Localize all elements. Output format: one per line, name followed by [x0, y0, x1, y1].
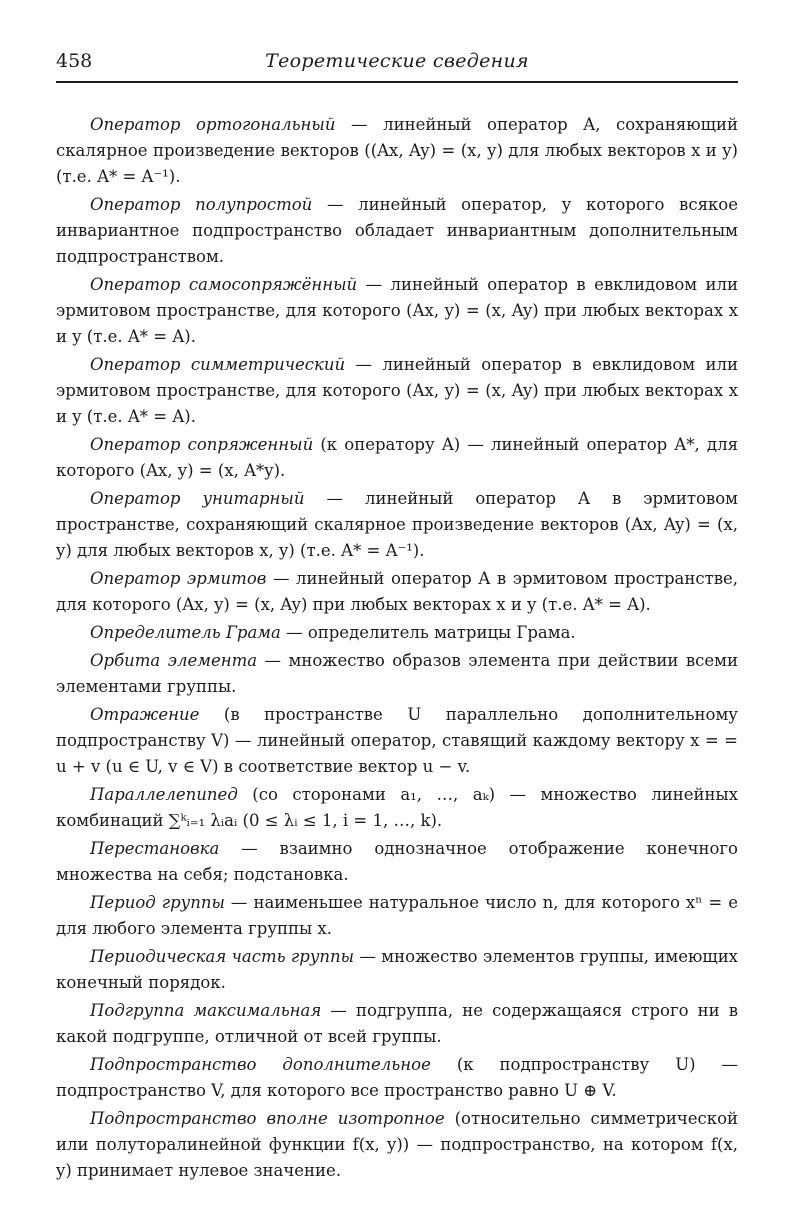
definition-paragraph [56, 1106, 738, 1184]
definition-body: — линейный оператор в евклидовом или эрмитовом пространстве, для которого (Ax, y) = (x, Ay) при любых векторах x и y (т.е. A* = A). [56, 355, 738, 426]
definition-body: — множество образов элемента при действии всеми элементами группы. [56, 651, 739, 696]
definition-paragraph [56, 890, 738, 942]
definition-body: (со сторонами a₁, …, aₖ) — множество линейных комбинаций ∑ᵏᵢ₌₁ λᵢaᵢ (0 ≤ λᵢ ≤ 1, i = 1, …, k). [56, 785, 738, 830]
definition-paragraph [56, 192, 738, 270]
definition-term: Перестановка [90, 839, 220, 858]
definition-term: Орбита элемента [90, 651, 258, 670]
definition-body: — линейный оператор A, сохраняющий скалярное произведение векторов ((Ax, Ay) = (x, y) для любых векторов x и y) (т.е. A* = A⁻¹). [56, 115, 738, 186]
definition-paragraph [56, 620, 738, 646]
definition-body: — множество элементов группы, имеющих конечный порядок. [56, 947, 738, 992]
definition-paragraph [56, 944, 738, 996]
definition-paragraph [56, 566, 738, 618]
definition-paragraph [56, 1052, 738, 1104]
definition-term: Оператор симметрический [90, 355, 346, 374]
definition-body: (в пространстве U параллельно дополнительному подпространству V) — линейный оператор, ставящий каждому вектору x = = u + v (u ∈ U, v ∈ V) в соответствие вектор u − v. [56, 705, 738, 776]
definition-term: Параллелепипед [90, 785, 238, 804]
definition-term: Оператор полупростой [90, 195, 313, 214]
definition-paragraph [56, 998, 738, 1050]
definition-term: Определитель Грама [90, 623, 281, 642]
definition-paragraph [56, 352, 738, 430]
definition-paragraph [56, 648, 738, 700]
definition-paragraph [56, 112, 738, 190]
definition-body: (к оператору A) — линейный оператор A*, для которого (Ax, y) = (x, A*y). [56, 435, 738, 480]
definition-term: Подгруппа максимальная [90, 1001, 322, 1020]
definition-body: — взаимно однозначное отображение конечного множества на себя; подстановка. [56, 839, 738, 884]
definition-term: Период группы [90, 893, 225, 912]
definition-term: Оператор эрмитов [90, 569, 267, 588]
definition-paragraph [56, 272, 738, 350]
definition-term: Оператор сопряженный [90, 435, 314, 454]
definition-body: (к подпространству U) — подпространство V, для которого все пространство равно U ⊕ V. [56, 1055, 738, 1100]
definition-term: Оператор самосопряжённый [90, 275, 358, 294]
definition-term: Подпространство дополнительное [90, 1055, 431, 1074]
definition-body: — подгруппа, не содержащаяся строго ни в какой подгруппе, отличной от всей группы. [56, 1001, 739, 1046]
definition-body: — наименьшее натуральное число n, для которого xⁿ = e для любого элемента группы x. [56, 893, 738, 938]
definition-paragraph [56, 782, 738, 834]
definition-body: — определитель матрицы Грама. [280, 623, 576, 642]
definition-paragraph [56, 702, 738, 780]
definition-body: — линейный оператор, у которого всякое инвариантное подпространство обладает инвариантным дополнительным подпространством. [56, 195, 738, 266]
definition-term: Оператор ортогональный [90, 115, 336, 134]
definition-paragraph [56, 486, 738, 564]
definition-body: — линейный оператор A в эрмитовом пространстве, сохраняющий скалярное произведение векторов (Ax, Ay) = (x, y) для любых векторов x, y) (т.е. A* = A⁻¹). [56, 489, 738, 560]
page-header [56, 50, 738, 83]
definition-paragraph [56, 432, 738, 484]
definition-body: — линейный оператор в евклидовом или эрмитовом пространстве, для которого (Ax, y) = (x, Ay) при любых векторах x и y (т.е. A* = A). [56, 275, 738, 346]
page-number: 458 [56, 50, 93, 72]
definition-term: Оператор унитарный [90, 489, 305, 508]
definition-body: — линейный оператор A в эрмитовом пространстве, для которого (Ax, y) = (x, Ay) при любых векторах x и y (т.е. A* = A). [56, 569, 739, 614]
definition-term: Подпространство вполне изотропное [90, 1109, 445, 1128]
running-title: Теоретические сведения [265, 50, 529, 72]
definition-term: Периодическая часть группы [90, 947, 355, 966]
definition-term: Отражение [90, 705, 200, 724]
definition-body: (относительно симметрической или полуторалинейной функции f(x, y)) — подпространство, на котором f(x, y) принимает нулевое значение. [56, 1109, 739, 1180]
definitions-list [56, 112, 738, 1184]
definition-paragraph [56, 836, 738, 888]
